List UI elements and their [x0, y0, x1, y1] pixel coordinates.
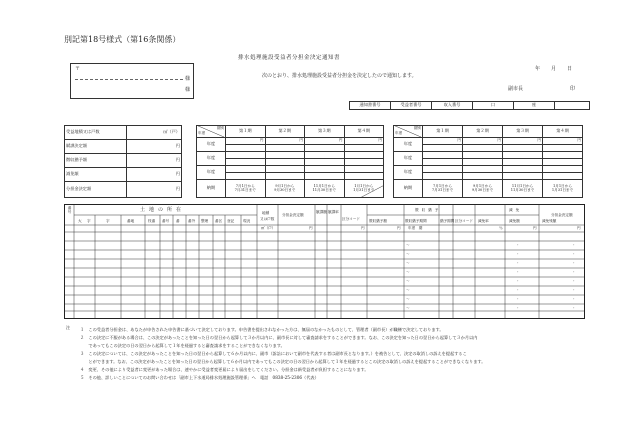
unit-yen: 円	[309, 226, 313, 230]
defer-period-wave: ～	[406, 297, 410, 301]
unit-yen: 円	[397, 226, 401, 230]
defer-period-wave: ～	[406, 270, 410, 274]
notes-block	[80, 326, 485, 382]
col-levy-header: 賦課額	[316, 210, 327, 214]
unit-m2: ㎡（戸）	[261, 226, 276, 230]
summary-row-label: 分担金決定額	[65, 182, 127, 198]
final-dot: ・	[572, 279, 576, 283]
defer-period-wave: ～	[406, 279, 410, 283]
beneficiary-number-label: 受益者番号	[391, 102, 432, 110]
form-label: 別記第18号様式（第16条関係）	[64, 35, 181, 44]
deadline: 1月1日から 1月31日まで	[344, 180, 384, 198]
period-header: 第２期	[463, 126, 503, 138]
col-rate-header: 賦課率	[328, 210, 339, 214]
installment-diagonal-left	[196, 125, 384, 197]
honorific-2: 様	[185, 87, 191, 93]
document-title: 排水処理施設受益者分担金決定通知書	[238, 55, 341, 61]
defer-sub: 徴収猶予額	[369, 219, 387, 223]
account-label-2: 座	[514, 102, 555, 110]
area-label: 受益地積又は戸数	[65, 126, 127, 140]
defer-sub: 区分コード	[455, 219, 473, 223]
reduce-dot: ・	[516, 243, 520, 247]
reduce-dot: ・	[516, 288, 520, 292]
reduce-dot: ・	[516, 297, 520, 301]
final-dot: ・	[572, 261, 576, 265]
issue-date: 年 月 日	[535, 66, 576, 72]
unit-yen: 円	[361, 226, 365, 230]
deadline: 9月1日から 9月30日まで	[463, 180, 503, 198]
final-dot: ・	[572, 243, 576, 247]
note-line: ３ この決定については、この決定があったことを知った日の翌日から起算して６か月以内に、副市（訴訟において副市を代表する者は副市長となります。）を被告として、決定の取消しの訴えを提起するこ	[80, 351, 467, 356]
detail-table	[64, 204, 585, 319]
installment-table-right: 期別 年度 第１期 第２期 第３期 第４期 年度 円 円 円 円 年度 年度 納期 7月1日から 7月31日まで 9月1日から 9月30日まで 11月1日から 11月30日まで 1月1日から 1月31日まで	[393, 125, 583, 198]
defer-sub: 猶予期間	[440, 219, 455, 223]
loc-sub: 番区	[215, 219, 223, 223]
period-header: 第３期	[503, 126, 543, 138]
reduce-sub: 減免額	[509, 219, 520, 223]
id-row-table	[349, 101, 590, 110]
loc-sub: 登記	[227, 219, 235, 223]
summary-table	[64, 125, 182, 198]
period-header: 第３期	[305, 126, 345, 138]
honorific-1: 様	[185, 76, 191, 82]
installment-table-left: 期別 年度 第１期 第２期 第３期 第４期 年度 円 円 円 円 年度 年度 納期 7月1日から 7月31日まで 9月1日から 9月30日まで 11月1日から 11月30日まで 1月1日から 1月31日まで	[196, 125, 384, 198]
col-defer-header: 徴収猶予	[415, 208, 442, 212]
reduce-dot: ・	[516, 261, 520, 265]
year-label: 年度	[394, 152, 423, 166]
note-line: であってもこの決定の日の翌日から起算して１年を経過すると審査請求をすることができなくなります。	[80, 343, 285, 348]
year-label: 年度	[394, 138, 423, 152]
summary-row-unit: 円	[127, 140, 182, 154]
col-area-unit-header: 又は戸数	[260, 217, 275, 221]
period-year-header: 期別 年度	[197, 126, 226, 138]
deadline: 11月1日から 11月30日まで	[305, 180, 345, 198]
deadline: 9月1日から 9月30日まで	[265, 180, 305, 198]
reduce-dot: ・	[516, 252, 520, 256]
installment-diagonal-right	[393, 125, 583, 197]
deadline: 1月1日から 1月31日まで	[543, 180, 583, 198]
year-label: 年度	[394, 166, 423, 180]
final-dot: ・	[572, 288, 576, 292]
intro-text: 次のとおり、排水処理施設受益者分担金を決定したので通知します。	[262, 73, 417, 79]
col-share-header: 分担金決定額	[282, 213, 304, 217]
revenue-number-label: 収入番号	[432, 102, 473, 110]
reduce-dot: ・	[516, 279, 520, 283]
account-label-1: 口	[473, 102, 514, 110]
note-line: １ この受益者分担金は、あなたが申告された申告書に基づいて決定しております。申告書を提出されなかった方は、無届のなかったものとして、管理者（副市長）が職権で決定しております。	[80, 327, 444, 332]
reduce-dot: ・	[516, 306, 520, 310]
reduce-sub: 減免残額	[542, 219, 557, 223]
seal-mark: 印	[570, 86, 576, 92]
defer-period-wave: ～	[406, 243, 410, 247]
deadline-label: 納期	[394, 180, 423, 198]
deadline: 7月1日から 7月31日まで	[226, 180, 266, 198]
col-number-header: 番号	[67, 206, 72, 214]
year-label: 年度	[197, 166, 226, 180]
unit-pct: ％	[499, 226, 503, 230]
deadline: 11月1日から 11月30日まで	[503, 180, 543, 198]
loc-sub: 番	[176, 219, 180, 223]
col-area-header: 地積	[262, 211, 270, 215]
defer-period-wave: ～	[406, 252, 410, 256]
loc-sub: 整理	[201, 219, 209, 223]
loc-sub: 字	[106, 219, 110, 223]
summary-row-unit: 円	[127, 154, 182, 168]
note-line: ４ 変更、その他により受益者に変更があった場合は、速やかに受益者変更届により届出をしてください。分担金は新受益者が負担することになります。	[80, 367, 369, 372]
reduce-dot: ・	[516, 270, 520, 274]
loc-sub: 番外	[188, 219, 196, 223]
note-line: ５ その他、詳しいことについてのお問い合わせは「副市上下水道局排水処理施設管理係」へ 電話 0838-25-2306（代表）	[80, 375, 319, 380]
period-header: 第２期	[265, 126, 305, 138]
loc-sub: 字	[87, 219, 91, 223]
loc-sub: 枝番	[148, 219, 156, 223]
defer-period-wave: ～	[406, 288, 410, 292]
final-dot: ・	[572, 270, 576, 274]
address-line	[75, 79, 183, 80]
area-unit: ㎡（戸）	[127, 126, 182, 140]
year-label: 年度	[197, 138, 226, 152]
col-reduce-header: 減免	[509, 208, 523, 212]
year-period: 年度 期	[408, 226, 423, 230]
period-header: 第４期	[543, 126, 583, 138]
summary-row-label: 減免額	[65, 168, 127, 182]
postal-mark: 〒	[75, 66, 81, 72]
address-box	[70, 63, 194, 99]
unit-yen: 円	[533, 226, 537, 230]
period-header: 第１期	[226, 126, 266, 138]
defer-period-wave: ～	[406, 306, 410, 310]
notes-label: 注	[66, 325, 71, 330]
loc-sub: 番号	[162, 219, 170, 223]
final-dot: ・	[572, 297, 576, 301]
deadline: 7月1日から 7月31日まで	[423, 180, 463, 198]
col-code-header: 区分コード	[342, 217, 360, 221]
issuer-name: 副市長	[508, 86, 524, 92]
unit-yen: 円	[577, 226, 581, 230]
final-dot: ・	[572, 252, 576, 256]
summary-row-unit: 円	[127, 182, 182, 198]
year-label: 年度	[197, 152, 226, 166]
note-line: とができます。なお、この決定があったことを知った日の翌日から起算して６か月以内であってもこの決定の日の翌日から起算して１年を経過するとこの決定の取消しの訴えを提起することができなくなります。	[80, 359, 486, 364]
reduce-sub: 減免率	[478, 219, 489, 223]
notice-number-label: 通知書番号	[350, 102, 391, 110]
loc-sub: 番地	[127, 219, 135, 223]
period-header: 第１期	[423, 126, 463, 138]
summary-row-label: 賦課決定額	[65, 140, 127, 154]
period-year-header: 期別 年度	[394, 126, 423, 138]
loc-sub: 現況	[243, 219, 251, 223]
col-location-header: 土地の所在	[140, 207, 186, 213]
defer-sub: 徴収猶予期間	[405, 219, 427, 223]
col-final-header: 分担金決定額	[551, 213, 573, 217]
detail-grid	[65, 205, 584, 318]
loc-sub: 大	[78, 219, 82, 223]
deadline-label: 納期	[197, 180, 226, 198]
note-line: ２ この決定に不服がある場合は、この決定があったことを知った日の翌日から起算して３か月以内に、副市長に対して審査請求をすることができます。なお、この決定を知った日の翌日から起算して３か月以内	[80, 335, 478, 340]
period-header: 第４期	[344, 126, 384, 138]
final-dot: ・	[572, 306, 576, 310]
summary-row-unit: 円	[127, 168, 182, 182]
summary-row-label: 徴収猶予額	[65, 154, 127, 168]
defer-period-wave: ～	[406, 261, 410, 265]
